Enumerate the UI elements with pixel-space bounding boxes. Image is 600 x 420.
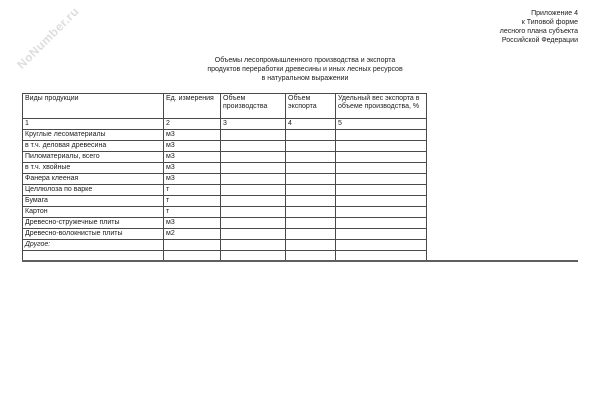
page-title bbox=[25, 56, 585, 83]
share-cell bbox=[336, 141, 427, 152]
export-cell bbox=[286, 240, 336, 251]
table-header-row bbox=[23, 94, 427, 119]
export-cell bbox=[286, 152, 336, 163]
product-cell: Круглые лесоматериалы bbox=[23, 130, 164, 141]
column-number: 5 bbox=[336, 119, 427, 130]
column-numbering-row bbox=[23, 119, 427, 130]
table-row bbox=[23, 141, 427, 152]
export-cell bbox=[286, 174, 336, 185]
column-header-share: Удельный вес экспорта в объеме производства, % bbox=[336, 94, 427, 119]
product-cell: в т.ч. деловая древесина bbox=[23, 141, 164, 152]
unit-cell: м2 bbox=[164, 229, 221, 240]
production-cell bbox=[221, 207, 286, 218]
production-cell bbox=[221, 130, 286, 141]
column-number: 1 bbox=[23, 119, 164, 130]
product-cell bbox=[23, 251, 164, 261]
table-row bbox=[23, 196, 427, 207]
column-number: 4 bbox=[286, 119, 336, 130]
export-cell bbox=[286, 196, 336, 207]
unit-cell: т bbox=[164, 207, 221, 218]
unit-cell: т bbox=[164, 185, 221, 196]
unit-cell bbox=[164, 240, 221, 251]
share-cell bbox=[336, 251, 427, 261]
column-header-production: Объем производства bbox=[221, 94, 286, 119]
production-cell bbox=[221, 251, 286, 261]
table-row bbox=[23, 174, 427, 185]
table-row bbox=[23, 163, 427, 174]
table-row-other bbox=[23, 240, 427, 251]
production-cell bbox=[221, 152, 286, 163]
appendix-note-line: Российской Федерации bbox=[501, 37, 578, 44]
table-row bbox=[23, 229, 427, 240]
unit-cell: т bbox=[164, 196, 221, 207]
unit-cell: м3 bbox=[164, 218, 221, 229]
share-cell bbox=[336, 185, 427, 196]
export-cell bbox=[286, 229, 336, 240]
watermark: NoNumber.ru bbox=[14, 4, 82, 72]
product-cell: Древесно-волокнистые плиты bbox=[23, 229, 164, 240]
share-cell bbox=[336, 130, 427, 141]
production-cell bbox=[221, 163, 286, 174]
export-cell bbox=[286, 218, 336, 229]
table-row bbox=[23, 152, 427, 163]
export-cell bbox=[286, 251, 336, 261]
share-cell bbox=[336, 174, 427, 185]
column-header-unit: Ед. измерения bbox=[164, 94, 221, 119]
divider-line bbox=[22, 260, 578, 262]
column-header-product: Виды продукции bbox=[23, 94, 164, 119]
export-cell bbox=[286, 130, 336, 141]
export-cell bbox=[286, 207, 336, 218]
table-row-empty bbox=[23, 251, 427, 261]
production-cell bbox=[221, 174, 286, 185]
table-row bbox=[23, 207, 427, 218]
column-number: 2 bbox=[164, 119, 221, 130]
product-cell: Пиломатериалы, всего bbox=[23, 152, 164, 163]
unit-cell: м3 bbox=[164, 152, 221, 163]
page-title-line: Объемы лесопромышленного производства и экспорта bbox=[214, 57, 396, 64]
share-cell bbox=[336, 240, 427, 251]
share-cell bbox=[336, 229, 427, 240]
unit-cell: м3 bbox=[164, 163, 221, 174]
product-cell: Целлюлоза по варке bbox=[23, 185, 164, 196]
page-title-line: в натуральном выражении bbox=[261, 75, 349, 82]
column-header-export: Объем экспорта bbox=[286, 94, 336, 119]
unit-cell: м3 bbox=[164, 141, 221, 152]
production-cell bbox=[221, 218, 286, 229]
export-cell bbox=[286, 141, 336, 152]
appendix-note bbox=[500, 9, 578, 45]
production-cell bbox=[221, 229, 286, 240]
unit-cell: м3 bbox=[164, 174, 221, 185]
table-row bbox=[23, 130, 427, 141]
share-cell bbox=[336, 152, 427, 163]
share-cell bbox=[336, 218, 427, 229]
product-cell: Древесно-стружечные плиты bbox=[23, 218, 164, 229]
table-row bbox=[23, 218, 427, 229]
production-cell bbox=[221, 141, 286, 152]
appendix-note-line: лесного плана субъекта bbox=[499, 28, 578, 35]
export-cell bbox=[286, 163, 336, 174]
page-title-line: продуктов переработки древесины и иных лесных ресурсов bbox=[207, 66, 403, 73]
appendix-note-line: Приложение 4 bbox=[531, 10, 578, 17]
product-cell: Другое: bbox=[23, 240, 164, 251]
product-cell: в т.ч. хвойные bbox=[23, 163, 164, 174]
unit-cell: м3 bbox=[164, 130, 221, 141]
production-cell bbox=[221, 196, 286, 207]
share-cell bbox=[336, 196, 427, 207]
production-cell bbox=[221, 185, 286, 196]
unit-cell bbox=[164, 251, 221, 261]
product-cell: Картон bbox=[23, 207, 164, 218]
production-export-table bbox=[22, 93, 427, 261]
share-cell bbox=[336, 163, 427, 174]
export-cell bbox=[286, 185, 336, 196]
product-cell: Фанера клееная bbox=[23, 174, 164, 185]
table-row bbox=[23, 185, 427, 196]
product-cell: Бумага bbox=[23, 196, 164, 207]
appendix-note-line: к Типовой форме bbox=[521, 19, 578, 26]
production-cell bbox=[221, 240, 286, 251]
column-number: 3 bbox=[221, 119, 286, 130]
share-cell bbox=[336, 207, 427, 218]
